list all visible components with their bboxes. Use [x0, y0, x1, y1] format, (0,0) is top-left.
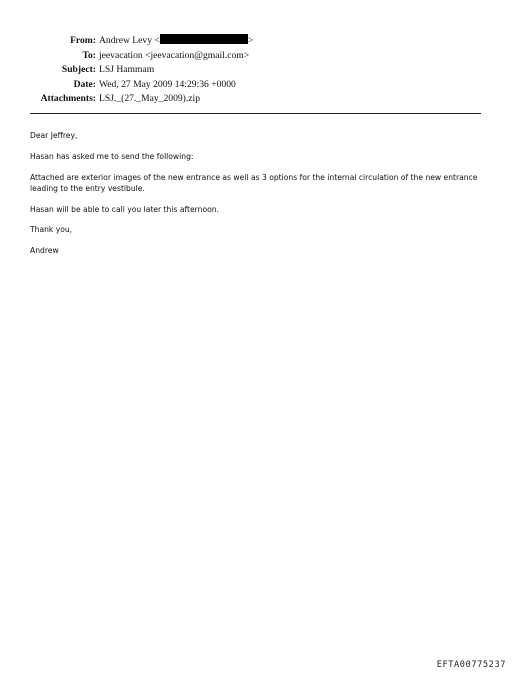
from-row [0, 34, 512, 49]
body-paragraph-1: Hasan has asked me to send the following: [30, 151, 194, 161]
subject-row [0, 63, 512, 78]
body-paragraph-3: Hasan will be able to call you later this afternoon. [30, 204, 219, 214]
closing: Thank you, [30, 225, 73, 235]
to-value: jeevacation <jeevacation@gmail.com> [99, 49, 250, 61]
subject-label: Subject: [61, 64, 96, 76]
document-id: EFTA00775237 [436, 660, 506, 670]
redaction-block [160, 34, 248, 44]
date-value: Wed, 27 May 2009 14:29:36 +0000 [99, 78, 236, 90]
from-value [99, 34, 253, 49]
email-header [0, 34, 512, 107]
from-close: > [247, 35, 254, 46]
attachments-label: Attachments: [40, 93, 96, 105]
body-paragraph-2: Attached are exterior images of the new entrance as well as 3 options for the internal circulation of the new entrance leading to the entry vestibule. [30, 172, 478, 193]
signature: Andrew [30, 246, 59, 256]
date-label: Date: [73, 78, 96, 90]
header-divider [30, 113, 481, 114]
to-label: To: [82, 49, 96, 61]
email-body [30, 130, 480, 266]
attachments-row [0, 92, 512, 107]
to-row [0, 49, 512, 64]
attachments-value: LSJ._(27._May_2009).zip [99, 93, 200, 105]
subject-value: LSJ Hammam [99, 64, 155, 76]
greeting: Dear Jeffrey, [30, 131, 78, 140]
from-name: Andrew Levy < [99, 35, 160, 46]
from-label: From: [70, 35, 96, 46]
date-row [0, 78, 512, 93]
